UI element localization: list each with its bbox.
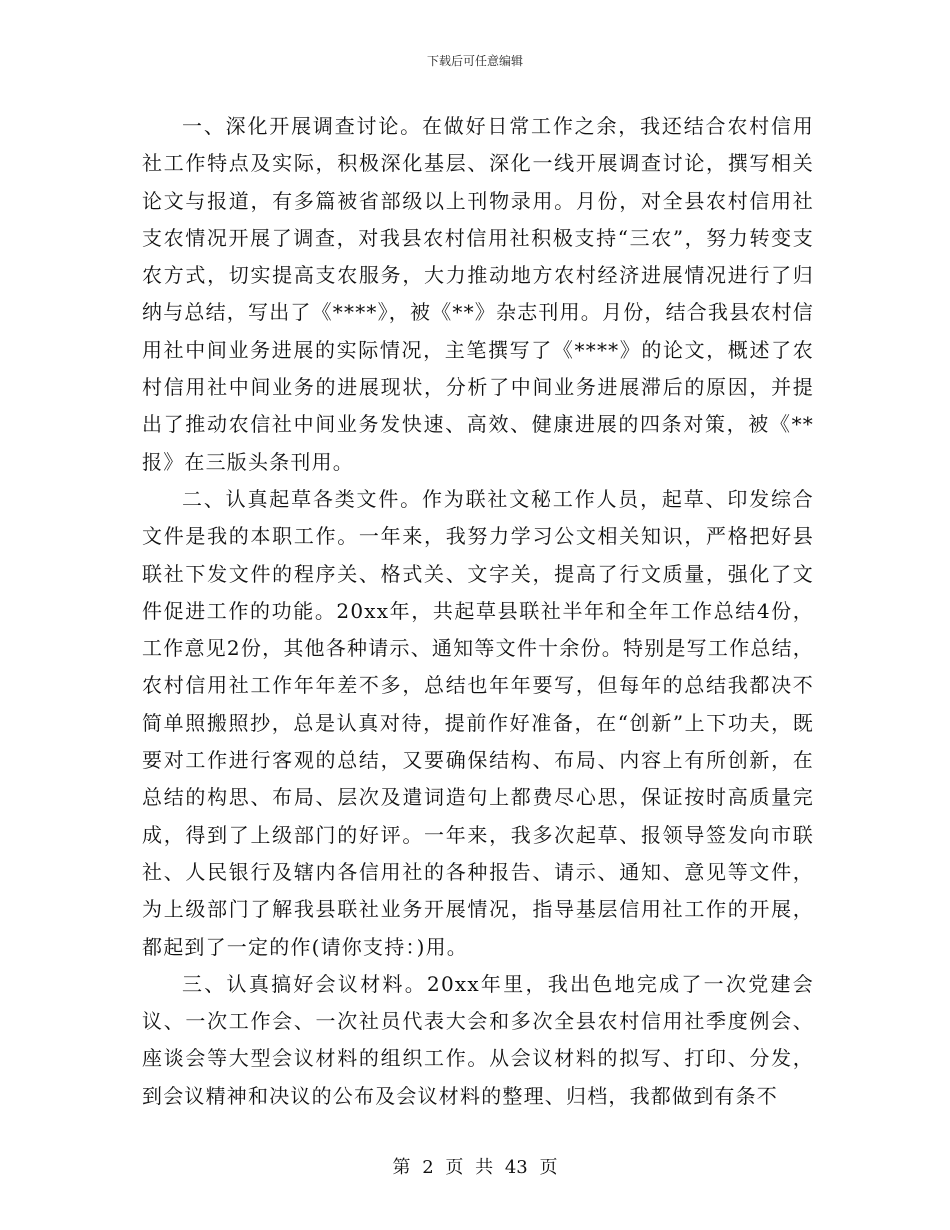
paragraph-meetings: 三、认真搞好会议材料。20xx年里，我出色地完成了一次党建会议、一次工作会、一次社员代表大会和多次全县农村信用社季度例会、座谈会等大型会议材料的组织工作。从会议材料的拟写、打印、分发，到会议精神和决议的公布及会议材料的整理、归档，我都做到有条不 <box>142 971 814 1108</box>
page-number: 第 2 页 共 43 页 <box>392 1157 558 1178</box>
paragraph-drafting: 二、认真起草各类文件。作为联社文秘工作人员，起草、印发综合文件是我的本职工作。一年来，我努力学习公文相关知识，严格把好县联社下发文件的程序关、格式关、文字关，提高了行文质量，强化了文件促进工作的功能。20xx年，共起草县联社半年和全年工作总结4份，工作意见2份，其他各种请示、通知等文件十余份。特别是写工作总结，农村信用社工作年年差不多，总结也年年要写，但每年的总结我都决不简单照搬照抄，总是认真对待，提前作好准备，在“创新”上下功夫，既要对工作进行客观的总结，又要确保结构、布局、内容上有所创新，在总结的构思、布局、层次及遣词造句上都费尽心思，保证按时高质量完成，得到了上级部门的好评。一年来，我多次起草、报领导签发向市联社、人民银行及辖内各信用社的各种报告、请示、通知、意见等文件，为上级部门了解我县联社业务开展情况，指导基层信用社工作的开展，都起到了一定的作(请你支持：)用。 <box>142 486 814 959</box>
page-header-note: 下载后可任意编辑 <box>426 54 523 68</box>
document-body <box>142 108 814 1115</box>
paragraph-research: 一、深化开展调查讨论。在做好日常工作之余，我还结合农村信用社工作特点及实际，积极深化基层、深化一线开展调查讨论，撰写相关论文与报道，有多篇被省部级以上刊物录用。月份，对全县农村信用社支农情况开展了调查，对我县农村信用社积极支持“三农”，努力转变支农方式，切实提高支农服务，大力推动地方农村经济进展情况进行了归纳与总结，写出了《****》，被《**》杂志刊用。月份，结合我县农村信用社中间业务进展的实际情况，主笔撰写了《****》的论文，概述了农村信用社中间业务的进展现状，分析了中间业务进展滞后的原因，并提出了推动农信社中间业务发快速、高效、健康进展的四条对策，被《**报》在三版头条刊用。 <box>142 114 814 474</box>
